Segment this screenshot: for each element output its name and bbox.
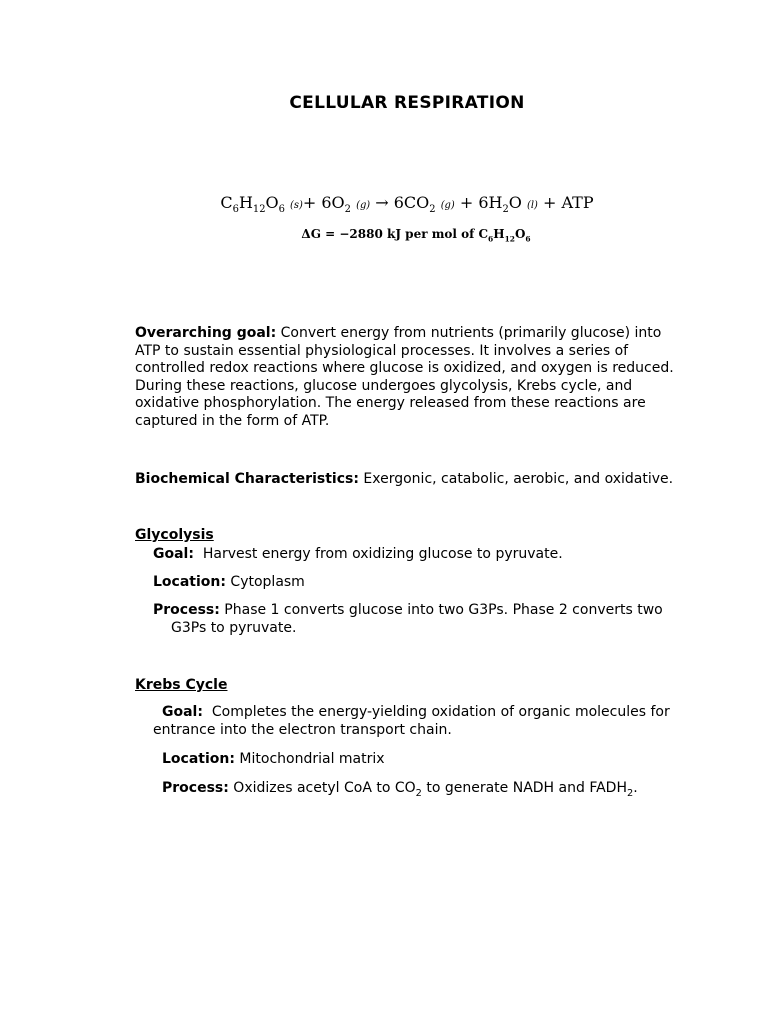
glycolysis-process-text-1: Phase 1 converts glucose into two G3Ps. Phase 2 converts two <box>224 602 663 618</box>
krebs-cycle-heading: Krebs Cycle <box>135 677 228 693</box>
overarching-goal-label: Overarching goal: <box>135 325 277 341</box>
glycolysis-heading: Glycolysis <box>135 527 214 543</box>
glycolysis-location <box>153 574 693 592</box>
respiration-equation: $C_6H_{12}O_6$ $(s)+ 6O_2$ $(g) \to 6CO_2$ $(g) + 6H_2O$ (l) + ATP <box>220 193 594 216</box>
overarching-goal-text: Convert energy from nutrients (primarily glucose) into ATP to sustain essential physiological processes. It involves a series of controlled redox reactions where glucose is oxidized, and oxygen is reduced. During these reactions, glucose undergoes glycolysis, Krebs cycle, and oxidative phosphorylation. The energy released from these reactions are captured in the form of ATP. <box>135 325 674 429</box>
krebs-process-label: Process: <box>162 780 229 796</box>
glycolysis-goal-text: Harvest energy from oxidizing glucose to pyruvate. <box>202 546 563 562</box>
page-title: CELLULAR RESPIRATION <box>289 93 525 113</box>
glycolysis-location-label: Location: <box>153 574 226 590</box>
glycolysis-goal-label: Goal: <box>153 546 194 562</box>
glycolysis-process-text-2: G3Ps to pyruvate. <box>171 619 297 636</box>
overarching-goal-paragraph <box>135 325 675 431</box>
krebs-goal-label: Goal: <box>162 704 203 720</box>
biochemical-label: Biochemical Characteristics: <box>135 471 359 487</box>
krebs-process <box>162 780 702 802</box>
glycolysis-location-text: Cytoplasm <box>230 574 305 590</box>
krebs-goal-text: Completes the energy-yielding oxidation of organic molecules for entrance into the electron transport chain. <box>153 704 670 738</box>
krebs-location-label: Location: <box>162 751 235 767</box>
free-energy-equation: ΔG = −2880 kJ per mol of $C_6H_{12}O_6$ <box>301 227 531 244</box>
glycolysis-process <box>153 602 668 637</box>
krebs-process-text: Oxidizes acetyl CoA to $CO_2$ to generate NADH and $FADH_2$. <box>233 780 638 799</box>
krebs-location-text: Mitochondrial matrix <box>239 751 385 767</box>
krebs-location <box>162 751 702 769</box>
biochemical-characteristics-paragraph <box>135 471 675 489</box>
glycolysis-goal <box>153 546 693 564</box>
biochemical-text: Exergonic, catabolic, aerobic, and oxidative. <box>363 471 674 487</box>
glycolysis-process-label: Process: <box>153 602 220 618</box>
krebs-goal <box>153 704 673 739</box>
